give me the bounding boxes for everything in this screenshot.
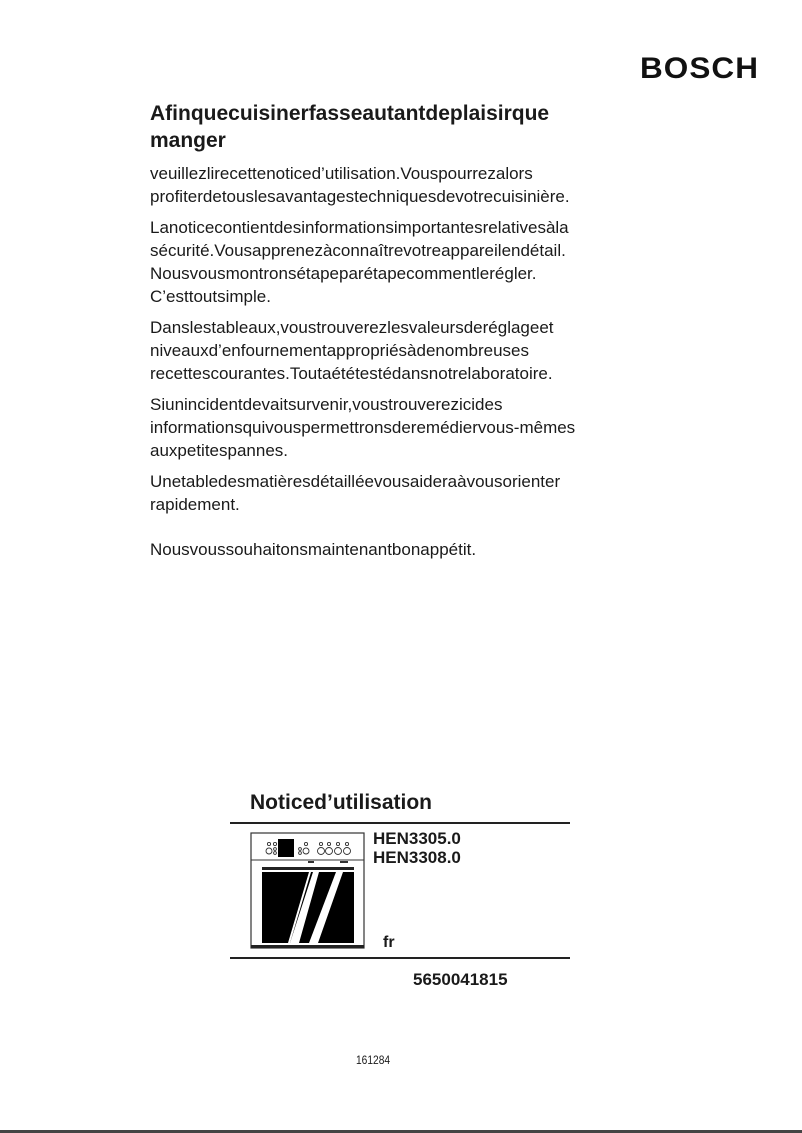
paragraph: Siunincidentdevaitsurvenir,voustrouverezicides informationsquivouspermettronsderemédiervous-mêmes auxpetitespannes. <box>150 395 576 460</box>
print-code: 161284 <box>356 1053 391 1067</box>
bosch-logo: BOSCH <box>640 52 760 85</box>
heading-line: manger <box>150 129 226 152</box>
paragraph: Danslestableaux,voustrouverezlesvaleursderéglageet niveauxd’enfournementappropriésàdenombreuses recettescourantes.Toutaététestédansnotrelaboratoire. <box>150 318 554 383</box>
manual-title: Noticed’utilisation <box>250 791 433 814</box>
heading-line: Afinquecuisinerfasseautantdeplaisirque <box>150 102 550 125</box>
intro-body <box>150 162 630 569</box>
paragraph: Nousvoussouhaitonsmaintenantbonappétit. <box>150 540 477 559</box>
divider-top <box>230 822 570 824</box>
paragraph: veuillezlirecettenoticed’utilisation.Vouspourrezalors profiterdetouslesavantagestechniquesdevotrecuisinière. <box>150 164 570 206</box>
language-code: fr <box>383 934 395 951</box>
oven-illustration-icon <box>250 832 365 950</box>
intro-heading <box>150 100 549 154</box>
paragraph: Lanoticecontientdesinformationsimportantesrelativesàla sécurité.Vousapprenezàconnaîtrevotreappareilendétail. Nousvousmontronsétapeparétapecommentlerégler. C’esttoutsimple. <box>150 218 569 306</box>
model-number: HEN3305.0 <box>373 829 461 848</box>
paragraph: Unetabledesmatièresdétailléevousaideraàvousorienter rapidement. <box>150 472 561 514</box>
document-number: 5650041815 <box>413 970 508 989</box>
divider-bottom <box>230 957 570 959</box>
model-number: HEN3308.0 <box>373 848 461 867</box>
